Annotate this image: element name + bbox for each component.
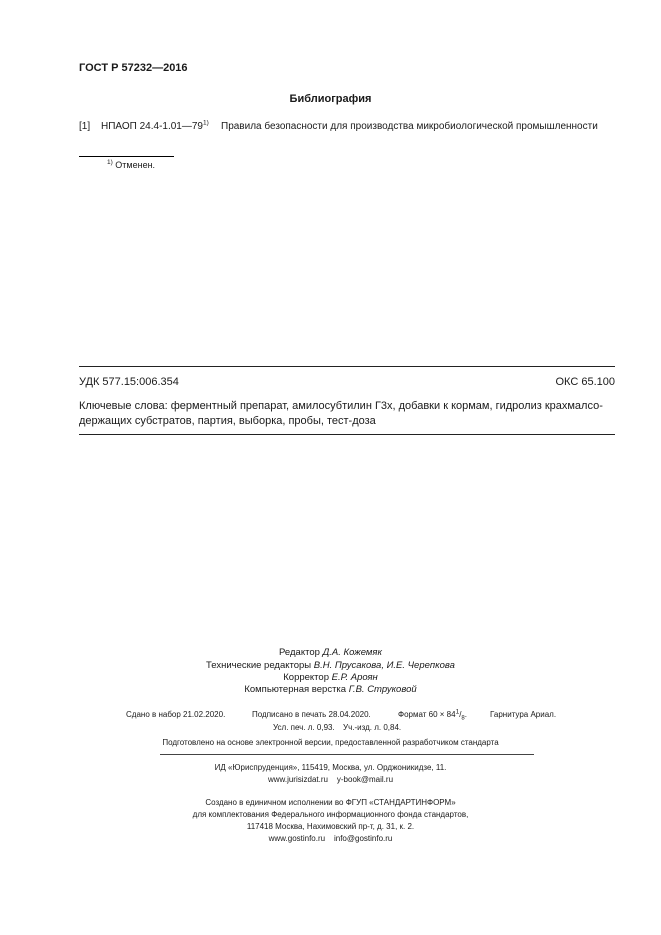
- creator-line: Создано в единичном исполнении во ФГУП «СТАНДАРТИНФОРМ»: [205, 798, 456, 807]
- publisher-divider: [160, 754, 534, 755]
- publisher-address: ИД «Юриспруденция», 115419, Москва, ул. Орджоникидзе, 11.: [214, 763, 447, 772]
- bib-entry-text: Правила безопасности для производства микробиологической промышленности: [221, 121, 598, 132]
- imprint-font: Гарнитура Ариал.: [490, 710, 557, 719]
- publisher-email-link[interactable]: y-book@mail.ru: [336, 775, 394, 784]
- format-den: 8: [461, 715, 465, 722]
- format-prefix: Формат 60 × 84: [398, 710, 456, 719]
- staff-name: Д.А. Кожемяк: [322, 647, 382, 658]
- bib-entry-number: [1]: [79, 121, 91, 132]
- staff-role: Компьютерная верстка: [244, 684, 347, 695]
- udk-code: УДК 577.15:006.354: [79, 376, 179, 388]
- imprint-prepared: Подготовлено на основе электронной версии, предоставленной разработчиком стандарта: [162, 738, 499, 747]
- footnote-text: Отменен.: [115, 160, 156, 170]
- staff-name: Е.Р. Ароян: [331, 672, 378, 683]
- footnote: [107, 160, 155, 170]
- imprint-format: Формат $60 \times 84^1/_8$.: [398, 708, 467, 722]
- staff-layout: [0, 684, 661, 695]
- creator-email-link[interactable]: info@gostinfo.ru: [333, 834, 393, 843]
- imprint-pub-sheets: Уч.-изд. л. 0,84.: [343, 723, 402, 732]
- creator-contacts: [0, 834, 661, 843]
- imprint-submitted: Сдано в набор 21.02.2020.: [126, 710, 226, 719]
- staff-name: Г.В. Струковой: [348, 684, 417, 695]
- staff-role: Технические редакторы: [206, 660, 312, 671]
- staff-corrector: [0, 672, 661, 683]
- oks-code: ОКС 65.100: [555, 376, 615, 388]
- top-rule: [79, 366, 615, 367]
- document-code: ГОСТ Р 57232—2016: [79, 62, 188, 74]
- staff-role: Корректор: [283, 672, 329, 683]
- bibliography-title: Библиография: [289, 93, 372, 105]
- footnote-ref: 1): [107, 159, 113, 166]
- format-num: 1: [455, 708, 460, 716]
- staff-tech-editors: [0, 660, 661, 671]
- bottom-rule: [79, 434, 615, 435]
- bib-entry-code-text: НПАОП 24.4-1.01—79: [101, 121, 203, 132]
- keywords: Ключевые слова: ферментный препарат, амилосубтилин Г3х, добавки к кормам, гидролиз крахмалсо-держащих субстратов, партия, выборка, пробы, тест-доза: [79, 400, 603, 427]
- publisher-site-link[interactable]: www.jurisizdat.ru: [267, 775, 328, 784]
- staff-editor: [0, 647, 661, 658]
- imprint-signed: Подписано в печать 28.04.2020.: [252, 710, 371, 719]
- bib-entry-code: [101, 121, 209, 132]
- staff-name: В.Н. Прусакова, И.Е. Черепкова: [313, 660, 455, 671]
- creator-address: 117418 Москва, Нахимовский пр-т, д. 31, к. 2.: [246, 822, 415, 831]
- imprint-print-sheets: Усл. печ. л. 0,93.: [273, 723, 335, 732]
- staff-role: Редактор: [279, 647, 320, 658]
- footnote-divider: [79, 156, 174, 157]
- publisher-contacts: [0, 775, 661, 784]
- creator-site-link[interactable]: www.gostinfo.ru: [268, 834, 326, 843]
- bib-entry-note-ref: 1): [202, 119, 209, 127]
- creator-purpose: для комплектования Федерального информационного фонда стандартов,: [192, 810, 469, 819]
